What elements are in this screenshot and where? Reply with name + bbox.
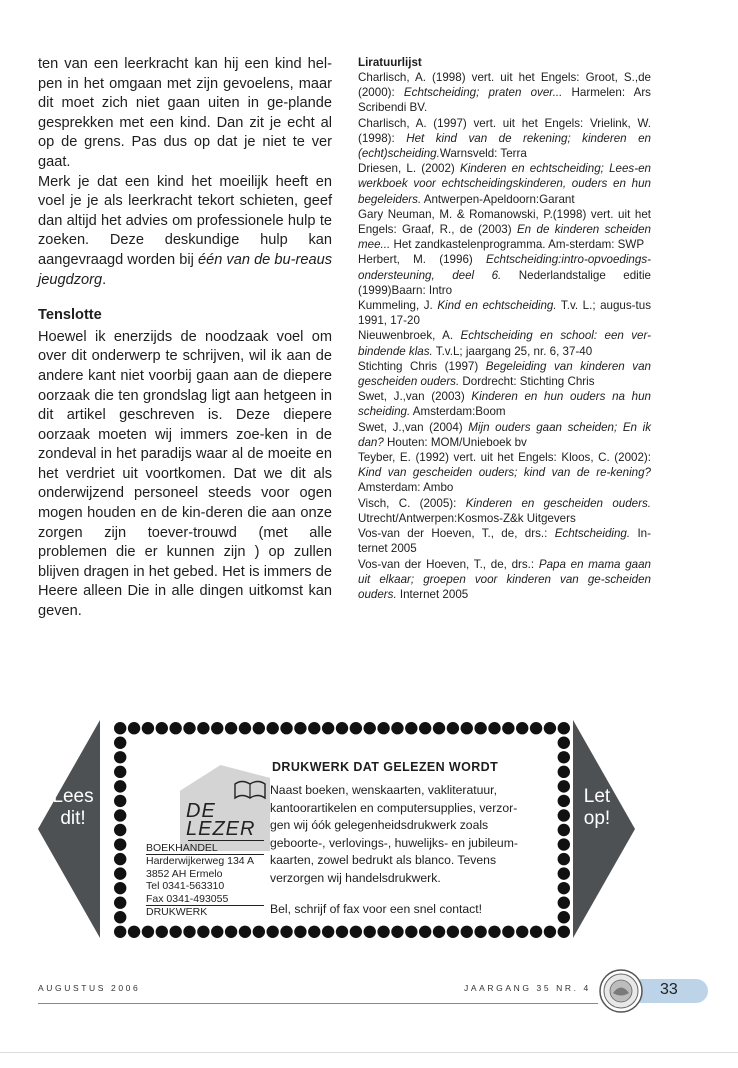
- reference-text: Driesen, L. (2002): [358, 162, 461, 176]
- frame-dot: [114, 751, 126, 763]
- reference-item: [358, 70, 651, 116]
- frame-dot: [447, 722, 459, 734]
- frame-dot: [253, 722, 265, 734]
- frame-dot: [322, 926, 334, 938]
- reference-item: [358, 252, 651, 298]
- page-number: 33: [660, 981, 678, 998]
- shop-address-2: 3852 AH Ermelo: [146, 867, 223, 880]
- reference-item: [358, 359, 651, 389]
- frame-dot: [211, 926, 223, 938]
- frame-dot: [474, 926, 486, 938]
- reference-text: Charlisch, A. (1998) vert. uit het Engels: Groot, S.,de (2000):: [358, 71, 651, 100]
- frame-dot: [114, 766, 126, 778]
- ad-contact: Bel, schrijf of fax voor een snel contact!: [270, 902, 483, 916]
- frame-dot: [280, 722, 292, 734]
- frame-dot: [350, 926, 362, 938]
- frame-dot: [225, 722, 237, 734]
- logo-de: DE: [186, 800, 216, 822]
- reference-item: [358, 420, 651, 450]
- frame-dot: [461, 926, 473, 938]
- reference-publisher: Internet 2005: [396, 587, 469, 601]
- right-arrow-line-1: Let: [583, 786, 611, 807]
- frame-dot: [364, 722, 376, 734]
- reference-title: En de kinderen scheiden mee...: [358, 223, 652, 252]
- ad-body-line: verzorgen wij handelsdrukwerk.: [270, 870, 441, 885]
- reference-publisher: In-ternet 2005: [358, 527, 651, 556]
- left-arrow-line-2: dit!: [60, 808, 86, 829]
- ad-body-line: kaarten, zowel bedrukt als blanco. Tevens: [270, 853, 497, 867]
- frame-dot: [336, 722, 348, 734]
- reference-text: Swet, J.,van (2003): [358, 390, 472, 404]
- frame-dot: [142, 722, 154, 734]
- frame-dot: [114, 795, 126, 807]
- seal-icon: [598, 968, 644, 1014]
- shop-tel: Tel 0341-563310: [146, 880, 225, 893]
- reference-title: Mijn ouders gaan scheiden; En ik dan?: [358, 420, 651, 449]
- reference-title: Begeleiding van kinderen van gescheiden ouders.: [358, 359, 651, 389]
- section-heading: Tenslotte: [38, 307, 102, 324]
- frame-dot: [114, 897, 126, 909]
- reference-publisher: Amsterdam: Ambo: [358, 481, 454, 495]
- footer-date: AUGUSTUS 2006: [38, 983, 141, 993]
- reference-item: [358, 526, 651, 556]
- frame-dot: [433, 722, 445, 734]
- frame-dot: [419, 722, 431, 734]
- frame-dot: [558, 751, 570, 763]
- right-arrow-line-2: op!: [583, 808, 611, 829]
- reference-title: Het kind van de rekening; kinderen en (echt)scheiding.: [358, 131, 651, 161]
- frame-dot: [558, 766, 570, 778]
- reference-text: Herbert, M. (1996): [358, 253, 486, 267]
- shop-boekhandel: BOEKHANDEL: [146, 842, 264, 855]
- frame-dot: [447, 926, 459, 938]
- reference-publisher: T.v. L.; augus-tus 1991, 17-20: [358, 299, 651, 328]
- frame-dot: [156, 926, 168, 938]
- paragraph-3: Hoewel ik enerzijds de noodzaak voel om over dit onderwerp te schrijven, wil ik aan de andere kant niet voorbij gaan aan de diepere oorzaak die ten grondslag ligt aan hetgeen in dit artikel geschreven is. Deze diepere oorzaak moeten wij immers zoe-ken in de zondeval in het paradijs waar al de moeite en het verdriet uit voortkomen. Dat we dit als onderwijzend personeel steeds voor ogen mogen houden en de kin-deren die aan onze zorgen zijn toever-trouwd (met alle problemen die er kunnen zijn ) op zullen blijven dragen in het gebed. Het is immers de Heere alleen Die in alle dingen uitkomst kan geven.: [38, 328, 332, 620]
- frame-dot: [142, 926, 154, 938]
- frame-dot: [114, 824, 126, 836]
- reference-publisher: Het zandkastelenprogramma. Am-sterdam: SWP: [390, 238, 645, 252]
- frame-dot: [169, 926, 181, 938]
- reference-item: [358, 450, 651, 496]
- reference-title: Echtscheiding; praten over...: [403, 86, 563, 100]
- frame-dot: [197, 722, 209, 734]
- reference-text: Gary Neuman, M. & Romanowski, P.(1998) vert. uit het Engels: Graaf, R., de (2003): [358, 207, 651, 237]
- frame-dot: [294, 926, 306, 938]
- paragraph-2-italic: één van de bu-reaus jeugdzorg: [38, 251, 332, 288]
- reference-title: Echtscheiding en school: een ver-bindende klas.: [358, 329, 651, 358]
- frame-dot: [183, 722, 195, 734]
- logo-lezer: LEZER: [186, 818, 256, 840]
- frame-dot: [169, 722, 181, 734]
- reference-title: Kinderen en gescheiden ouders.: [465, 496, 651, 510]
- frame-dot: [336, 926, 348, 938]
- paragraph-2-start: Merk je dat een kind het moeilijk heeft en voel je je als leerkracht tekort schieten, geef dan altijd het advies om professionele hulp te zoeken. Deze deskundige hulp kan aangevraagd worden bij: [38, 173, 332, 268]
- frame-dot: [433, 926, 445, 938]
- ad-body-line: Naast boeken, wenskaarten, vakliteratuur,: [270, 783, 497, 797]
- reference-title: Kind van gescheiden ouders; kind van de re-kening?: [358, 466, 651, 480]
- left-arrow-line-1: Lees: [52, 786, 94, 807]
- frame-dot: [183, 926, 195, 938]
- reference-publisher: Antwerpen-Apeldoorn:Garant: [421, 192, 575, 206]
- frame-dot: [114, 722, 126, 734]
- reference-text: Vos-van der Hoeven, T., de, drs.:: [358, 557, 539, 571]
- reference-text: Stichting Chris (1997): [358, 359, 486, 373]
- frame-dot: [156, 722, 168, 734]
- frame-dot: [266, 926, 278, 938]
- reference-text: Vos-van der Hoeven, T., de, drs.:: [358, 527, 555, 541]
- frame-dot: [377, 926, 389, 938]
- ad-body-line: geboorte-, verlovings-, huwelijks- en jubileum-: [270, 835, 518, 850]
- frame-dot: [308, 926, 320, 938]
- frame-dot: [114, 882, 126, 894]
- frame-dot: [128, 926, 140, 938]
- frame-dot: [239, 926, 251, 938]
- shop-address-1: Harderwijkerweg 134 A: [146, 855, 254, 868]
- reference-text: Nieuwenbroek, A.: [358, 329, 461, 343]
- frame-dot: [474, 722, 486, 734]
- frame-dot: [391, 722, 403, 734]
- reference-publisher: Utrecht/Antwerpen:Kosmos-Z&k Uitgevers: [358, 511, 576, 525]
- frame-dot: [266, 722, 278, 734]
- reference-title: Papa en mama gaan uit elkaar; groepen voor kinderen van ge-scheiden ouders.: [358, 557, 651, 601]
- reference-text: Teyber, E. (1992) vert. uit het Engels: Kloos, C. (2002):: [358, 451, 651, 465]
- reference-item: [358, 298, 651, 328]
- frame-dot: [558, 737, 570, 749]
- frame-dot: [544, 722, 556, 734]
- frame-dot: [114, 838, 126, 850]
- article-left-column: [38, 55, 332, 622]
- logo-underline: [188, 840, 264, 841]
- reference-text: Kummeling, J.: [358, 299, 438, 313]
- frame-dot: [391, 926, 403, 938]
- reference-item: [358, 116, 651, 162]
- frame-dot: [294, 722, 306, 734]
- ad-body: [270, 782, 560, 887]
- reference-publisher: Houten: MOM/Unieboek bv: [383, 435, 527, 449]
- frame-dot: [114, 809, 126, 821]
- frame-dot: [558, 911, 570, 923]
- frame-dot: [488, 722, 500, 734]
- reference-item: [358, 557, 651, 603]
- frame-dot: [114, 737, 126, 749]
- reference-title: Kind en echtscheiding.: [437, 299, 557, 313]
- frame-dot: [239, 722, 251, 734]
- frame-dot: [405, 926, 417, 938]
- reference-publisher: Nederlandstalige editie (1999)Baarn: Intro: [358, 268, 651, 297]
- advertisement: [38, 720, 708, 955]
- paragraph-2: [38, 173, 332, 291]
- frame-dot: [516, 722, 528, 734]
- reference-title: Kinderen en hun ouders na hun scheiding.: [358, 390, 651, 419]
- reference-title: Echtscheiding:intro-opvoedings-ondersteuning, deel 6.: [358, 253, 651, 282]
- frame-dot: [544, 926, 556, 938]
- reference-list: [358, 70, 651, 602]
- frame-dot: [530, 926, 542, 938]
- frame-dot: [350, 722, 362, 734]
- frame-dot: [114, 780, 126, 792]
- reference-item: [358, 161, 651, 207]
- frame-dot: [530, 722, 542, 734]
- frame-dot: [308, 722, 320, 734]
- reference-item: [358, 389, 651, 419]
- shop-drukwerk: DRUKWERK: [146, 906, 208, 919]
- reference-publisher: T.v.L; jaargang 25, nr. 6, 37-40: [432, 344, 593, 358]
- frame-dot: [128, 722, 140, 734]
- reference-item: [358, 496, 651, 526]
- right-arrow-text: [576, 786, 618, 830]
- paragraph-1: ten van een leerkracht kan hij een kind hel-pen in het omgaan met zijn gevoelens, maar dit moet zich niet gaan uiten in ge-plande gesprekken met een kind. Dan zit je echt al op de grens. Pas dus op dat je niet te ver gaat.: [38, 56, 332, 170]
- literature-list: [358, 55, 651, 602]
- reference-publisher: Amsterdam:Boom: [410, 405, 506, 419]
- frame-dot: [197, 926, 209, 938]
- reference-title: Kinderen en echtscheiding; Lees-en werkboek voor echtscheidingskinderen, ouders en hun begeleiders.: [358, 162, 651, 206]
- frame-dot: [488, 926, 500, 938]
- frame-dot: [461, 722, 473, 734]
- frame-dot: [419, 926, 431, 938]
- frame-dot: [322, 722, 334, 734]
- frame-dot: [253, 926, 265, 938]
- reference-publisher: Dordrecht: Stichting Chris: [459, 375, 595, 389]
- frame-dot: [516, 926, 528, 938]
- frame-dot: [405, 722, 417, 734]
- frame-dot: [377, 722, 389, 734]
- frame-dot: [114, 911, 126, 923]
- frame-dot: [114, 926, 126, 938]
- frame-dot: [364, 926, 376, 938]
- ad-body-line: kantoorartikelen en computersupplies, verzor-: [270, 800, 518, 815]
- bottom-edge-rule: [0, 1052, 738, 1053]
- frame-dot: [502, 722, 514, 734]
- frame-dot: [280, 926, 292, 938]
- book-icon: [233, 778, 267, 800]
- reference-text: Swet, J.,van (2004): [358, 420, 469, 434]
- reference-publisher: Harmelen: Ars Scribendi BV.: [358, 86, 651, 115]
- paragraph-2-end: .: [102, 271, 107, 288]
- frame-dot: [211, 722, 223, 734]
- literature-heading: Liratuurlijst: [358, 56, 422, 69]
- frame-dot: [114, 853, 126, 865]
- frame-dot: [502, 926, 514, 938]
- reference-publisher: Warnsveld: Terra: [439, 147, 527, 161]
- frame-dot: [558, 897, 570, 909]
- frame-dot: [114, 867, 126, 879]
- frame-dot: [558, 722, 570, 734]
- reference-text: Visch, C. (2005):: [358, 496, 466, 510]
- frame-dot: [225, 926, 237, 938]
- reference-text: Charlisch, A. (1997) vert. uit het Engels: Vrielink, W. (1998):: [358, 116, 651, 145]
- reference-item: [358, 328, 651, 358]
- ad-title: DRUKWERK DAT GELEZEN WORDT: [272, 760, 499, 774]
- reference-item: [358, 207, 651, 253]
- shop-details: [146, 842, 264, 918]
- footer-volume: JAARGANG 35 NR. 4: [464, 983, 591, 993]
- shop-fax: Fax 0341-493055: [146, 893, 264, 906]
- reference-title: Echtscheiding.: [554, 527, 631, 541]
- footer-divider: [38, 1003, 598, 1004]
- frame-dot: [558, 926, 570, 938]
- left-arrow-text: [48, 786, 98, 830]
- ad-body-line: gen wij óók gelegenheidsdrukwerk zoals: [270, 818, 489, 832]
